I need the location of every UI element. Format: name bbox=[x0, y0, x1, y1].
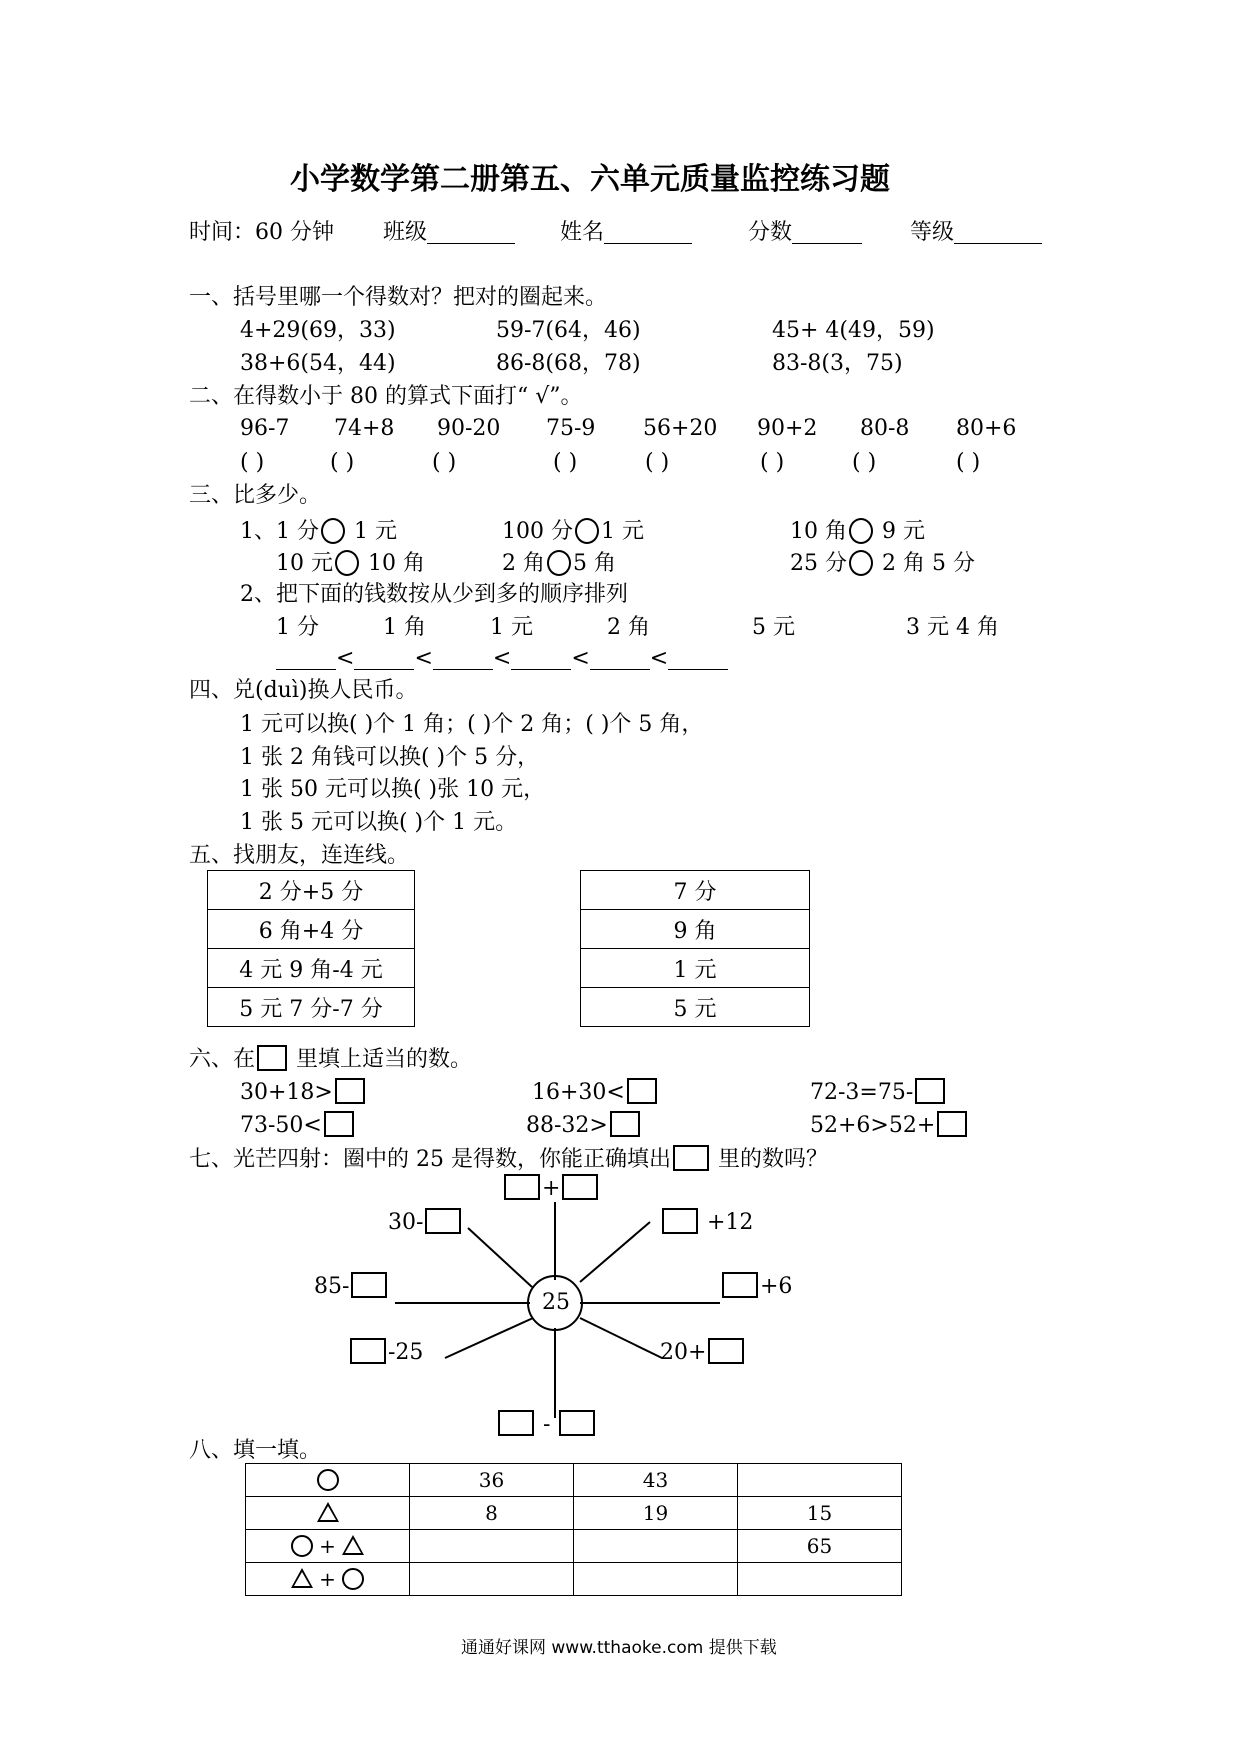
compare-circle[interactable] bbox=[321, 518, 345, 544]
s4-line: 1 元可以换( )个 1 角；( )个 2 角；( )个 5 角， bbox=[240, 712, 704, 737]
answer-box[interactable] bbox=[425, 1208, 461, 1234]
s4-line: 1 张 2 角钱可以换( )个 5 分， bbox=[240, 745, 540, 770]
circle-icon bbox=[342, 1568, 364, 1590]
s6-item: 52+6>52+ bbox=[810, 1111, 969, 1137]
table-cell[interactable] bbox=[410, 1530, 574, 1563]
s6-item: 16+30< bbox=[532, 1078, 659, 1104]
s3-money: 1 元 bbox=[490, 615, 533, 640]
s6-item: 88-32> bbox=[526, 1111, 642, 1137]
order-blank[interactable] bbox=[354, 649, 414, 670]
s2-answer-paren[interactable]: ( ) bbox=[760, 450, 785, 475]
s2-heading: 二、在得数小于 80 的算式下面打“ √”。 bbox=[189, 384, 583, 409]
s1-item: 38+6(54，44) bbox=[240, 351, 396, 376]
row-header-circle-plus-triangle: + bbox=[246, 1530, 410, 1563]
s3-compare: 2 角 5 角 bbox=[502, 551, 616, 576]
match-right-item[interactable]: 7 分 bbox=[581, 871, 810, 910]
s3-money: 3 元 4 角 bbox=[906, 615, 999, 640]
s2-answer-paren[interactable]: ( ) bbox=[852, 450, 877, 475]
answer-box[interactable] bbox=[708, 1338, 744, 1364]
s2-answer-paren[interactable]: ( ) bbox=[645, 450, 670, 475]
s3-compare: 100 分 1 元 bbox=[502, 519, 644, 544]
match-right-item[interactable]: 5 元 bbox=[581, 988, 810, 1027]
header-time: 时间：60 分钟 bbox=[189, 220, 334, 245]
order-blank[interactable] bbox=[276, 649, 336, 670]
s2-expr: 56+20 bbox=[643, 416, 718, 441]
ray-line bbox=[580, 1222, 650, 1282]
s8-heading: 八、填一填。 bbox=[189, 1438, 322, 1463]
ray-line bbox=[580, 1318, 662, 1358]
answer-box[interactable] bbox=[559, 1410, 595, 1436]
answer-box[interactable] bbox=[722, 1272, 758, 1298]
s2-answer-paren[interactable]: ( ) bbox=[432, 450, 457, 475]
ray-line bbox=[445, 1318, 533, 1358]
table-cell[interactable] bbox=[410, 1563, 574, 1596]
circle-icon bbox=[317, 1469, 339, 1491]
ray-topleft: 30- bbox=[388, 1208, 463, 1234]
answer-box[interactable] bbox=[937, 1111, 967, 1137]
match-right-item[interactable]: 1 元 bbox=[581, 949, 810, 988]
row-header-triangle-plus-circle: + bbox=[246, 1563, 410, 1596]
answer-box[interactable] bbox=[662, 1208, 698, 1234]
s1-item: 59-7(64，46) bbox=[496, 318, 641, 343]
ray-bottom: - bbox=[496, 1410, 597, 1436]
s1-item: 83-8(3，75) bbox=[772, 351, 903, 376]
s2-answer-paren[interactable]: ( ) bbox=[956, 450, 981, 475]
match-left-item[interactable]: 4 元 9 角-4 元 bbox=[208, 949, 415, 988]
s1-item: 45+ 4(49，59) bbox=[772, 318, 935, 343]
table-cell[interactable] bbox=[574, 1530, 738, 1563]
s3-money: 2 角 bbox=[607, 615, 650, 640]
match-right-item[interactable]: 9 角 bbox=[581, 910, 810, 949]
order-blank[interactable] bbox=[590, 649, 650, 670]
s2-expr: 74+8 bbox=[334, 416, 395, 441]
score-blank[interactable] bbox=[792, 223, 862, 244]
table-cell: 8 bbox=[410, 1497, 574, 1530]
class-blank[interactable] bbox=[427, 223, 515, 244]
s1-item: 86-8(68，78) bbox=[496, 351, 641, 376]
answer-box[interactable] bbox=[627, 1078, 657, 1104]
compare-circle[interactable] bbox=[547, 550, 571, 576]
square-icon bbox=[257, 1045, 287, 1071]
answer-box[interactable] bbox=[562, 1174, 598, 1200]
triangle-icon bbox=[317, 1502, 339, 1522]
s4-line: 1 张 5 元可以换( )个 1 元。 bbox=[240, 810, 518, 835]
ray-right: +6 bbox=[720, 1272, 792, 1298]
compare-circle[interactable] bbox=[575, 518, 599, 544]
header-name: 姓名 bbox=[560, 222, 692, 244]
s2-expr: 96-7 bbox=[240, 416, 290, 441]
order-blank[interactable] bbox=[433, 649, 493, 670]
table-cell: 43 bbox=[574, 1464, 738, 1497]
s3-compare: 1、1 分 1 元 bbox=[240, 519, 397, 544]
table-cell: 19 bbox=[574, 1497, 738, 1530]
compare-circle[interactable] bbox=[849, 550, 873, 576]
s2-answer-paren[interactable]: ( ) bbox=[330, 450, 355, 475]
table-cell: 15 bbox=[738, 1497, 902, 1530]
order-blank[interactable] bbox=[668, 649, 728, 670]
answer-box[interactable] bbox=[498, 1410, 534, 1436]
row-header-circle bbox=[246, 1464, 410, 1497]
table-cell: 65 bbox=[738, 1530, 902, 1563]
center-number: 25 bbox=[542, 1290, 570, 1315]
triangle-icon bbox=[291, 1568, 313, 1588]
s6-item: 72-3=75- bbox=[810, 1078, 947, 1104]
row-header-triangle bbox=[246, 1497, 410, 1530]
s3-compare: 25 分 2 角 5 分 bbox=[790, 551, 975, 576]
s7-heading: 七、光芒四射：圈中的 25 是得数，你能正确填出 里的数吗？ bbox=[189, 1147, 828, 1172]
answer-box[interactable] bbox=[610, 1111, 640, 1137]
page-title: 小学数学第二册第五、六单元质量监控练习题 bbox=[290, 162, 890, 197]
table-cell[interactable] bbox=[738, 1464, 902, 1497]
s3-money: 1 分 bbox=[276, 615, 319, 640]
table-cell[interactable] bbox=[574, 1563, 738, 1596]
s1-item: 4+29(69，33) bbox=[240, 318, 396, 343]
answer-box[interactable] bbox=[324, 1111, 354, 1137]
match-left-item[interactable]: 6 角+4 分 bbox=[208, 910, 415, 949]
match-left-table bbox=[207, 870, 415, 1027]
s2-expr: 80-8 bbox=[860, 416, 910, 441]
s3-q2: 2、把下面的钱数按从少到多的顺序排列 bbox=[240, 582, 628, 607]
table-cell[interactable] bbox=[738, 1563, 902, 1596]
header-score: 分数 bbox=[748, 222, 862, 244]
s2-expr: 75-9 bbox=[546, 416, 596, 441]
s6-item: 30+18> bbox=[240, 1078, 367, 1104]
s6-heading: 六、在 里填上适当的数。 bbox=[189, 1047, 473, 1072]
s3-order-row: < < < < < bbox=[276, 648, 728, 670]
s1-heading: 一、括号里哪一个得数对？把对的圈起来。 bbox=[189, 285, 608, 310]
table-cell: 36 bbox=[410, 1464, 574, 1497]
s2-answer-paren[interactable]: ( ) bbox=[240, 450, 265, 475]
s3-heading: 三、比多少。 bbox=[189, 483, 322, 508]
order-blank[interactable] bbox=[511, 649, 571, 670]
s2-expr: 80+6 bbox=[956, 416, 1017, 441]
match-left-item[interactable]: 5 元 7 分-7 分 bbox=[208, 988, 415, 1027]
s4-heading: 四、兑(duì)换人民币。 bbox=[189, 678, 418, 703]
ray-bottomleft: -25 bbox=[348, 1338, 423, 1364]
s6-item: 73-50< bbox=[240, 1111, 356, 1137]
compare-circle[interactable] bbox=[335, 550, 359, 576]
footer-text: 通通好课网 www.tthaoke.com 提供下载 bbox=[461, 1638, 777, 1658]
s3-compare: 10 元 10 角 bbox=[276, 551, 425, 576]
s3-money: 1 角 bbox=[383, 615, 426, 640]
ray-left: 85- bbox=[314, 1272, 389, 1298]
ray-topright: +12 bbox=[660, 1208, 753, 1234]
ray-top: + bbox=[502, 1174, 600, 1200]
square-icon bbox=[673, 1145, 709, 1171]
answer-box[interactable] bbox=[351, 1272, 387, 1298]
header-class: 班级 bbox=[383, 222, 515, 244]
s2-answer-paren[interactable]: ( ) bbox=[553, 450, 578, 475]
circle-icon bbox=[291, 1535, 313, 1557]
answer-box[interactable] bbox=[335, 1078, 365, 1104]
ray-line bbox=[468, 1228, 532, 1287]
name-blank[interactable] bbox=[604, 223, 692, 244]
ray-bottomright: 20+ bbox=[660, 1338, 746, 1364]
header-grade: 等级 bbox=[910, 222, 1042, 244]
answer-box[interactable] bbox=[915, 1078, 945, 1104]
answer-box[interactable] bbox=[504, 1174, 540, 1200]
fill-table bbox=[245, 1463, 902, 1596]
s3-compare: 10 角 9 元 bbox=[790, 519, 925, 544]
match-left-item[interactable]: 2 分+5 分 bbox=[208, 871, 415, 910]
grade-blank[interactable] bbox=[954, 223, 1042, 244]
compare-circle[interactable] bbox=[849, 518, 873, 544]
answer-box[interactable] bbox=[350, 1338, 386, 1364]
s2-expr: 90-20 bbox=[437, 416, 501, 441]
match-right-table bbox=[580, 870, 810, 1027]
s4-line: 1 张 50 元可以换( )张 10 元， bbox=[240, 777, 546, 802]
s3-money: 5 元 bbox=[752, 615, 795, 640]
triangle-icon bbox=[342, 1535, 364, 1555]
s5-heading: 五、找朋友，连连线。 bbox=[189, 843, 410, 868]
s2-expr: 90+2 bbox=[757, 416, 818, 441]
